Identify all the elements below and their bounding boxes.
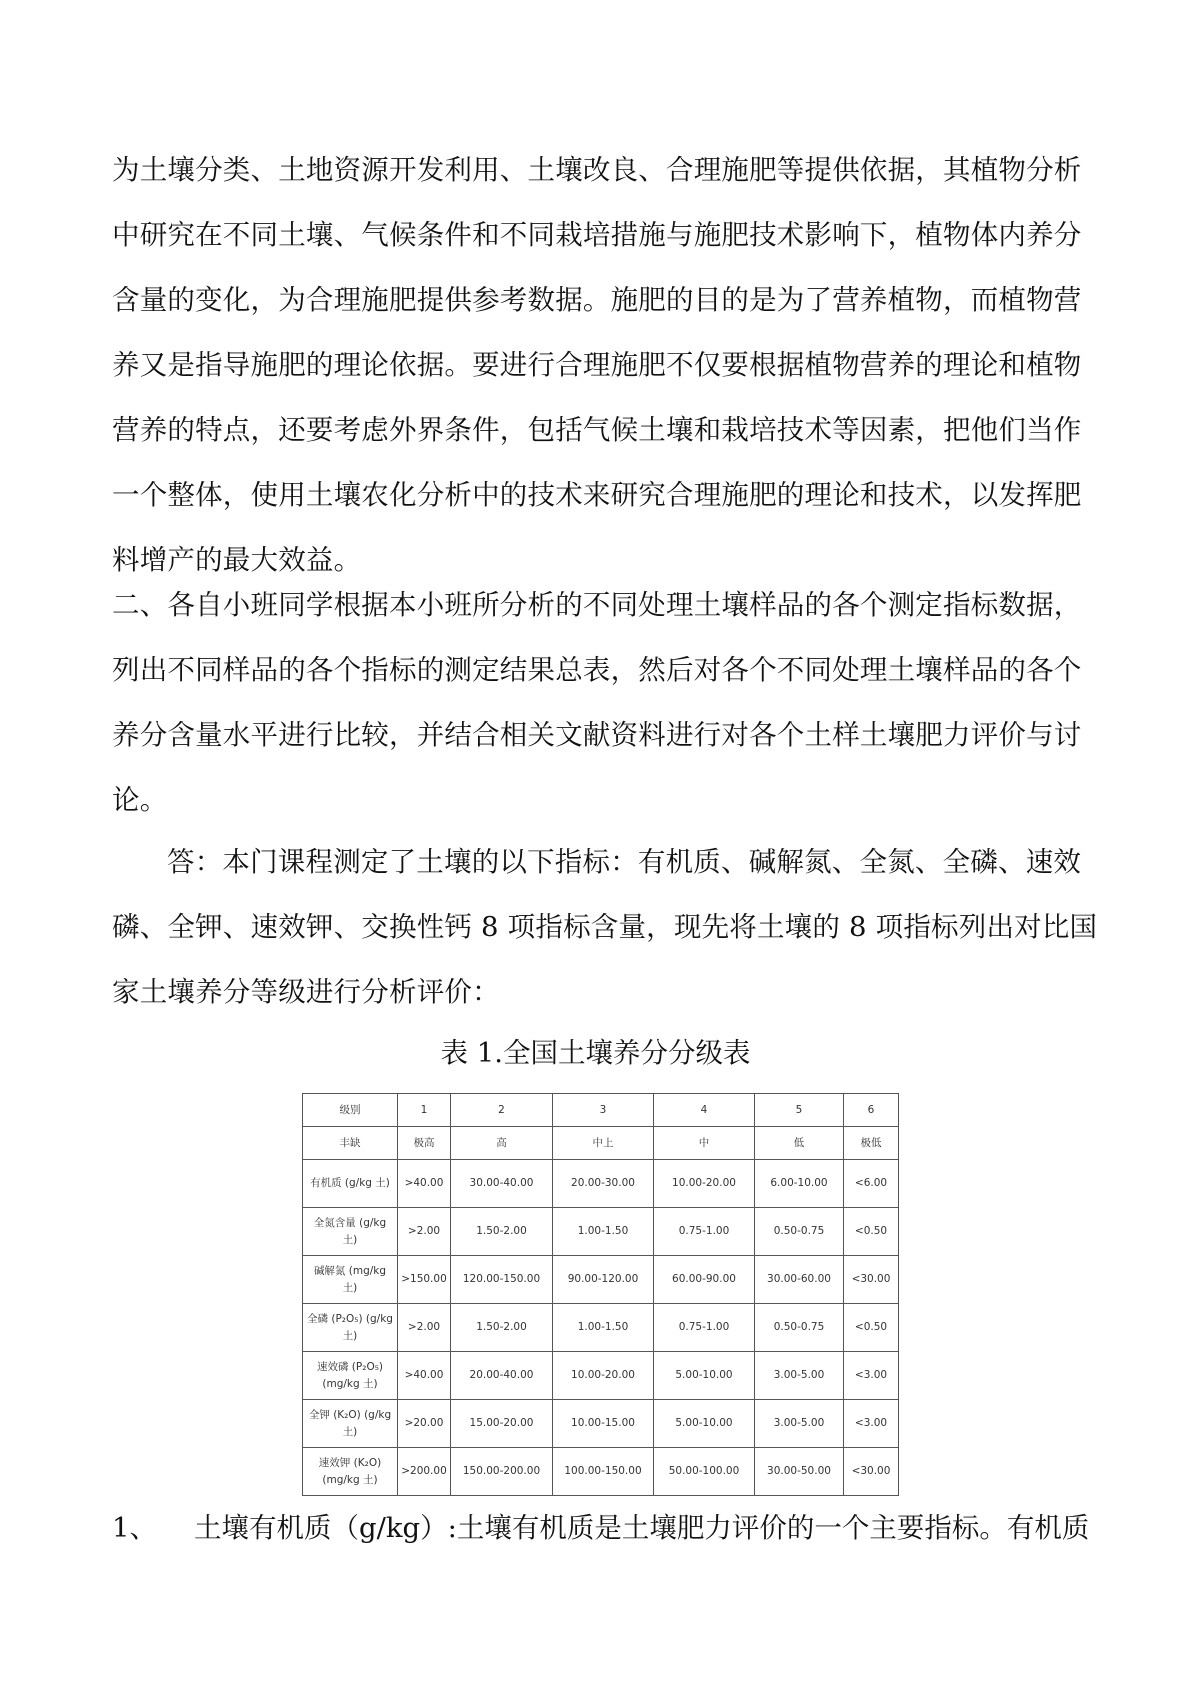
table-cell: 20.00-40.00 (451, 1352, 553, 1400)
table-cell: 120.00-150.00 (451, 1256, 553, 1304)
table-cell: 3.00-5.00 (755, 1400, 844, 1448)
table-cell: <30.00 (844, 1448, 899, 1496)
item-organic-matter (112, 1508, 1112, 1548)
table-cell: 150.00-200.00 (451, 1448, 553, 1496)
table-cell: 10.00-20.00 (654, 1160, 755, 1208)
row-label-cell: 速效钾 (K₂O) (mg/kg 土) (303, 1448, 398, 1496)
table-cell: 中上 (553, 1127, 654, 1160)
table-cell: >40.00 (398, 1160, 451, 1208)
item-text: 土壤有机质（g/kg）:土壤有机质是土壤肥力评价的一个主要指标。有机质 (194, 1512, 1090, 1544)
table-row (303, 1400, 899, 1448)
paragraph-fertilization-purpose (112, 138, 1090, 593)
table-cell: 60.00-90.00 (654, 1256, 755, 1304)
table-cell: <0.50 (844, 1208, 899, 1256)
item-number: 1、 (112, 1512, 157, 1544)
paragraph-answer (112, 830, 1098, 1025)
table-cell: 1.50-2.00 (451, 1304, 553, 1352)
table-cell: 10.00-20.00 (553, 1352, 654, 1400)
row-label-cell: 速效磷 (P₂O₅) (mg/kg 土) (303, 1352, 398, 1400)
table-cell: 100.00-150.00 (553, 1448, 654, 1496)
table-cell: 1.00-1.50 (553, 1304, 654, 1352)
table-row (303, 1160, 899, 1208)
text-line: 含量的变化，为合理施肥提供参考数据。施肥的目的是为了营养植物，而植物营 (112, 284, 1082, 316)
table-cell: 2 (451, 1094, 553, 1127)
row-label-cell: 全氮含量 (g/kg 土) (303, 1208, 398, 1256)
table-cell: 6.00-10.00 (755, 1160, 844, 1208)
table-cell: 1.00-1.50 (553, 1208, 654, 1256)
table-cell: 30.00-40.00 (451, 1160, 553, 1208)
table-row (303, 1304, 899, 1352)
table-cell: <30.00 (844, 1256, 899, 1304)
table-cell: 中 (654, 1127, 755, 1160)
table-cell: >20.00 (398, 1400, 451, 1448)
row-label-cell: 碱解氮 (mg/kg 土) (303, 1256, 398, 1304)
table-cell: 4 (654, 1094, 755, 1127)
row-label-cell: 全钾 (K₂O) (g/kg 土) (303, 1400, 398, 1448)
table-cell: >150.00 (398, 1256, 451, 1304)
table-cell: 高 (451, 1127, 553, 1160)
row-label-cell: 有机质 (g/kg 土) (303, 1160, 398, 1208)
table-row (303, 1256, 899, 1304)
table-cell: 0.50-0.75 (755, 1208, 844, 1256)
soil-nutrient-grade-table (302, 1093, 899, 1496)
paragraph-question-two (112, 573, 1090, 833)
row-label-cell: 丰缺 (303, 1127, 398, 1160)
table-cell: 90.00-120.00 (553, 1256, 654, 1304)
text-line: 为土壤分类、土地资源开发利用、土壤改良、合理施肥等提供依据，其植物分析 (112, 154, 1082, 186)
table-cell: <3.00 (844, 1352, 899, 1400)
table-cell: 5 (755, 1094, 844, 1127)
table-header-row (303, 1094, 899, 1127)
table-cell: 10.00-15.00 (553, 1400, 654, 1448)
table-cell: 极高 (398, 1127, 451, 1160)
table-cell: 30.00-50.00 (755, 1448, 844, 1496)
table-cell: 20.00-30.00 (553, 1160, 654, 1208)
table-cell: >2.00 (398, 1208, 451, 1256)
table-cell: <0.50 (844, 1304, 899, 1352)
table-cell: 6 (844, 1094, 899, 1127)
text-line: 磷、全钾、速效钾、交换性钙 8 项指标含量，现先将土壤的 8 项指标列出对比国 (112, 911, 1098, 943)
table-cell: 5.00-10.00 (654, 1352, 755, 1400)
text-line: 中研究在不同土壤、气候条件和不同栽培措施与施肥技术影响下，植物体内养分 (112, 219, 1082, 251)
row-label-cell: 全磷 (P₂O₅) (g/kg 土) (303, 1304, 398, 1352)
table-cell: 1 (398, 1094, 451, 1127)
text-line: 养又是指导施肥的理论依据。要进行合理施肥不仅要根据植物营养的理论和植物 (112, 349, 1082, 381)
text-line: 一个整体，使用土壤农化分析中的技术来研究合理施肥的理论和技术，以发挥肥 (112, 479, 1082, 511)
table-cell: <6.00 (844, 1160, 899, 1208)
table-cell: >40.00 (398, 1352, 451, 1400)
row-label-cell: 级别 (303, 1094, 398, 1127)
table-cell: >200.00 (398, 1448, 451, 1496)
table-row (303, 1208, 899, 1256)
text-line: 二、各自小班同学根据本小班所分析的不同处理土壤样品的各个测定指标数据， (112, 589, 1082, 621)
text-line: 答：本门课程测定了土壤的以下指标：有机质、碱解氮、全氮、全磷、速效 (167, 846, 1082, 878)
table-cell: 50.00-100.00 (654, 1448, 755, 1496)
table-cell: 0.50-0.75 (755, 1304, 844, 1352)
table-row (303, 1352, 899, 1400)
table-cell: 3 (553, 1094, 654, 1127)
table-cell: 1.50-2.00 (451, 1208, 553, 1256)
table-cell: 5.00-10.00 (654, 1400, 755, 1448)
table-row (303, 1127, 899, 1160)
text-line: 养分含量水平进行比较，并结合相关文献资料进行对各个土样土壤肥力评价与讨 (112, 719, 1082, 751)
text-line: 论。 (112, 784, 168, 816)
text-line: 料增产的最大效益。 (112, 544, 362, 576)
table-cell: >2.00 (398, 1304, 451, 1352)
text-line: 家土壤养分等级进行分析评价： (112, 976, 500, 1008)
table-cell: 3.00-5.00 (755, 1352, 844, 1400)
table-cell: 30.00-60.00 (755, 1256, 844, 1304)
table-cell: 极低 (844, 1127, 899, 1160)
table-caption: 表 1.全国土壤养分分级表 (440, 1037, 751, 1069)
text-line: 营养的特点，还要考虑外界条件，包括气候土壤和栽培技术等因素，把他们当作 (112, 414, 1082, 446)
table-cell: 0.75-1.00 (654, 1208, 755, 1256)
table-cell: 低 (755, 1127, 844, 1160)
table-cell: <3.00 (844, 1400, 899, 1448)
table-row (303, 1448, 899, 1496)
text-line: 列出不同样品的各个指标的测定结果总表，然后对各个不同处理土壤样品的各个 (112, 654, 1082, 686)
table-cell: 15.00-20.00 (451, 1400, 553, 1448)
table-cell: 0.75-1.00 (654, 1304, 755, 1352)
